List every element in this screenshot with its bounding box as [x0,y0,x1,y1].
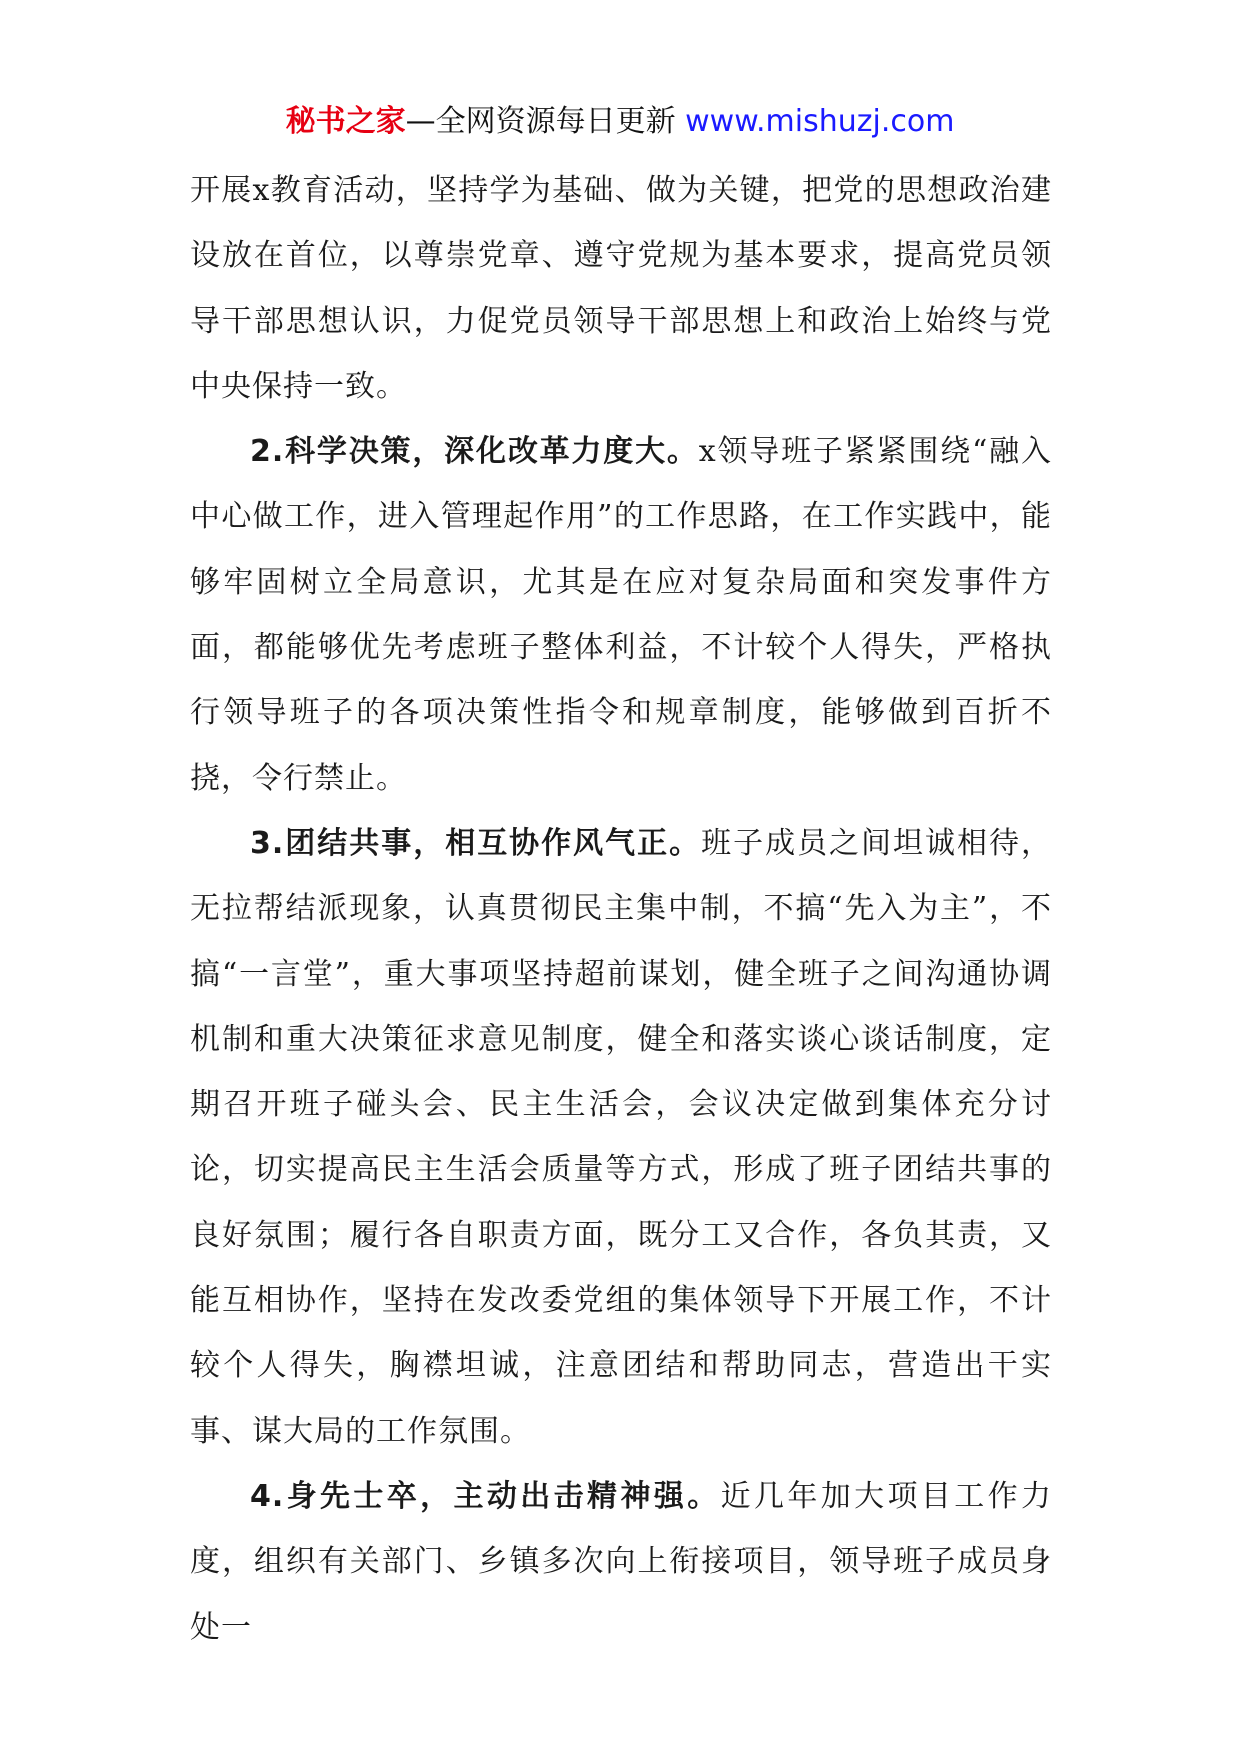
paragraph-text: 开展x教育活动，坚持学为基础、做为关键，把党的思想政治建设放在首位，以尊崇党章、遵守党规为基本要求，提高党员领导干部思想认识，力促党员领导干部思想上和政治上始终与党中央保持一致。 [190,173,1052,404]
site-header [0,100,1240,144]
paragraph-text: x领导班子紧紧围绕“融入中心做工作，进入管理起作用”的工作思路，在工作实践中，能够牢固树立全局意识，尤其是在应对复杂局面和突发事件方面，都能够优先考虑班子整体利益，不计较个人得失，严格执行领导班子的各项决策性指令和规章制度，能够做到百折不挠，令行禁止。 [190,434,1052,796]
brand-name: 秘书之家 [285,104,406,139]
paragraph-continuation [190,158,1052,419]
site-url-link[interactable]: www.mishuzj.com [685,104,955,139]
paragraph-text: 班子成员之间坦诚相待，无拉帮结派现象，认真贯彻民主集中制，不搞“先入为主”，不搞“一言堂”，重大事项坚持超前谋划，健全班子之间沟通协调机制和重大决策征求意见制度，健全和落实谈心谈话制度，定期召开班子碰头会、民主生活会，会议决定做到集体充分讨论，切实提高民主生活会质量等方式，形成了班子团结共事的良好氛围；履行各自职责方面，既分工又合作，各负其责，又能互相协作，坚持在发改委党组的集体领导下开展工作，不计较个人得失，胸襟坦诚，注意团结和帮助同志，营造出干实事、谋大局的工作氛围。 [190,825,1052,1449]
paragraph-heading: 2.科学决策，深化改革力度大。 [250,434,699,470]
document-body [190,158,1052,1660]
paragraph-4 [190,1464,1052,1660]
paragraph-heading: 4.身先士卒，主动出击精神强。 [250,1478,721,1514]
paragraph-heading: 3.团结共事，相互协作风气正。 [250,825,702,861]
paragraph-text: 近几年加大项目工作力度，组织有关部门、乡镇多次向上衔接项目，领导班子成员身处一 [190,1478,1052,1645]
paragraph-2 [190,419,1052,811]
paragraph-3 [190,811,1052,1464]
header-tagline: —全网资源每日更新 [405,104,686,139]
